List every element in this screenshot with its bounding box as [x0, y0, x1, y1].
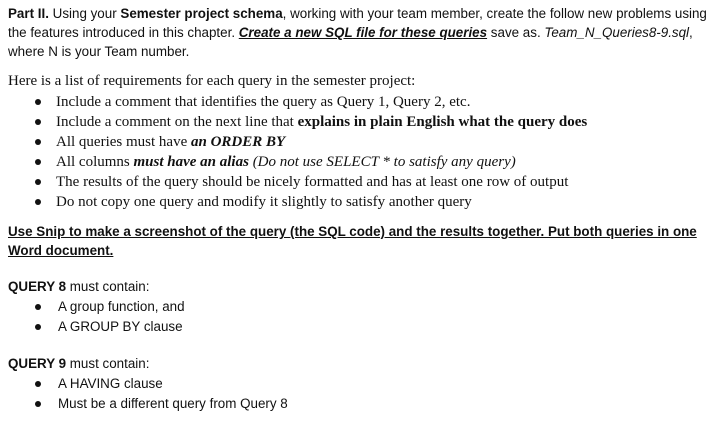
part-two-paragraph	[8, 4, 708, 61]
req-text: Do not copy one query and modify it slightly to satisfy another query	[56, 194, 472, 210]
req-emphasis: must have an alias	[133, 154, 249, 170]
bullet-icon	[35, 159, 41, 165]
requirements-heading: Here is a list of requirements for each query in the semester project:	[8, 73, 416, 89]
query9-heading	[8, 354, 708, 373]
schema-phrase: Semester project schema	[120, 6, 283, 21]
bullet-icon	[35, 179, 41, 185]
part-text-1: Using your	[48, 6, 121, 21]
list-item	[8, 152, 708, 172]
query9-rest: must contain:	[66, 356, 150, 371]
filename: Team_N_Queries8-9.sql	[544, 25, 690, 40]
query8-rest: must contain:	[66, 279, 150, 294]
req-emphasis: explains in plain English what the query does	[297, 114, 588, 130]
list-item	[8, 374, 708, 394]
list-item	[8, 192, 708, 212]
query9-label: QUERY 9	[8, 356, 67, 371]
part-label: Part II.	[8, 6, 49, 21]
list-item	[8, 92, 708, 112]
req-text: Include a comment on the next line that	[56, 114, 298, 130]
query9-item: Must be a different query from Query 8	[58, 396, 288, 411]
part-text-2: , working with your team member, create the follow new problems using the features introduced in this chapter.	[8, 6, 707, 40]
bullet-icon	[35, 401, 41, 407]
query9-item: A HAVING clause	[58, 376, 163, 391]
query8-list	[8, 297, 708, 337]
part-text-3: save as.	[487, 25, 545, 40]
document	[8, 4, 708, 414]
query8-item: A GROUP BY clause	[58, 319, 183, 334]
list-item	[8, 112, 708, 132]
create-file-phrase: Create a new SQL file for these queries	[238, 25, 488, 40]
bullet-icon	[35, 381, 41, 387]
list-item	[8, 317, 708, 337]
requirements-list	[8, 92, 708, 212]
list-item	[8, 297, 708, 317]
bullet-icon	[35, 304, 41, 310]
bullet-icon	[35, 139, 41, 145]
list-item	[8, 132, 708, 152]
list-item	[8, 394, 708, 414]
bullet-icon	[35, 324, 41, 330]
bullet-icon	[35, 99, 41, 105]
snip-instruction: Use Snip to make a screenshot of the query (the SQL code) and the results together. Put both queries in one Word document.	[8, 224, 697, 258]
req-text: All columns	[56, 154, 134, 170]
req-note: (Do not use SELECT * to satisfy any query)	[252, 154, 516, 170]
query8-item: A group function, and	[58, 299, 185, 314]
part-text-4: , where N is your Team number.	[8, 25, 693, 59]
query8-label: QUERY 8	[8, 279, 67, 294]
query8-heading	[8, 277, 708, 296]
req-emphasis: an ORDER BY	[190, 134, 286, 150]
req-text: All queries must have	[56, 134, 191, 150]
req-text: Include a comment that identifies the query as Query 1, Query 2, etc.	[56, 94, 471, 110]
list-item	[8, 172, 708, 192]
bullet-icon	[35, 199, 41, 205]
req-text: The results of the query should be nicely formatted and has at least one row of output	[56, 174, 569, 190]
bullet-icon	[35, 119, 41, 125]
query9-list	[8, 374, 708, 414]
